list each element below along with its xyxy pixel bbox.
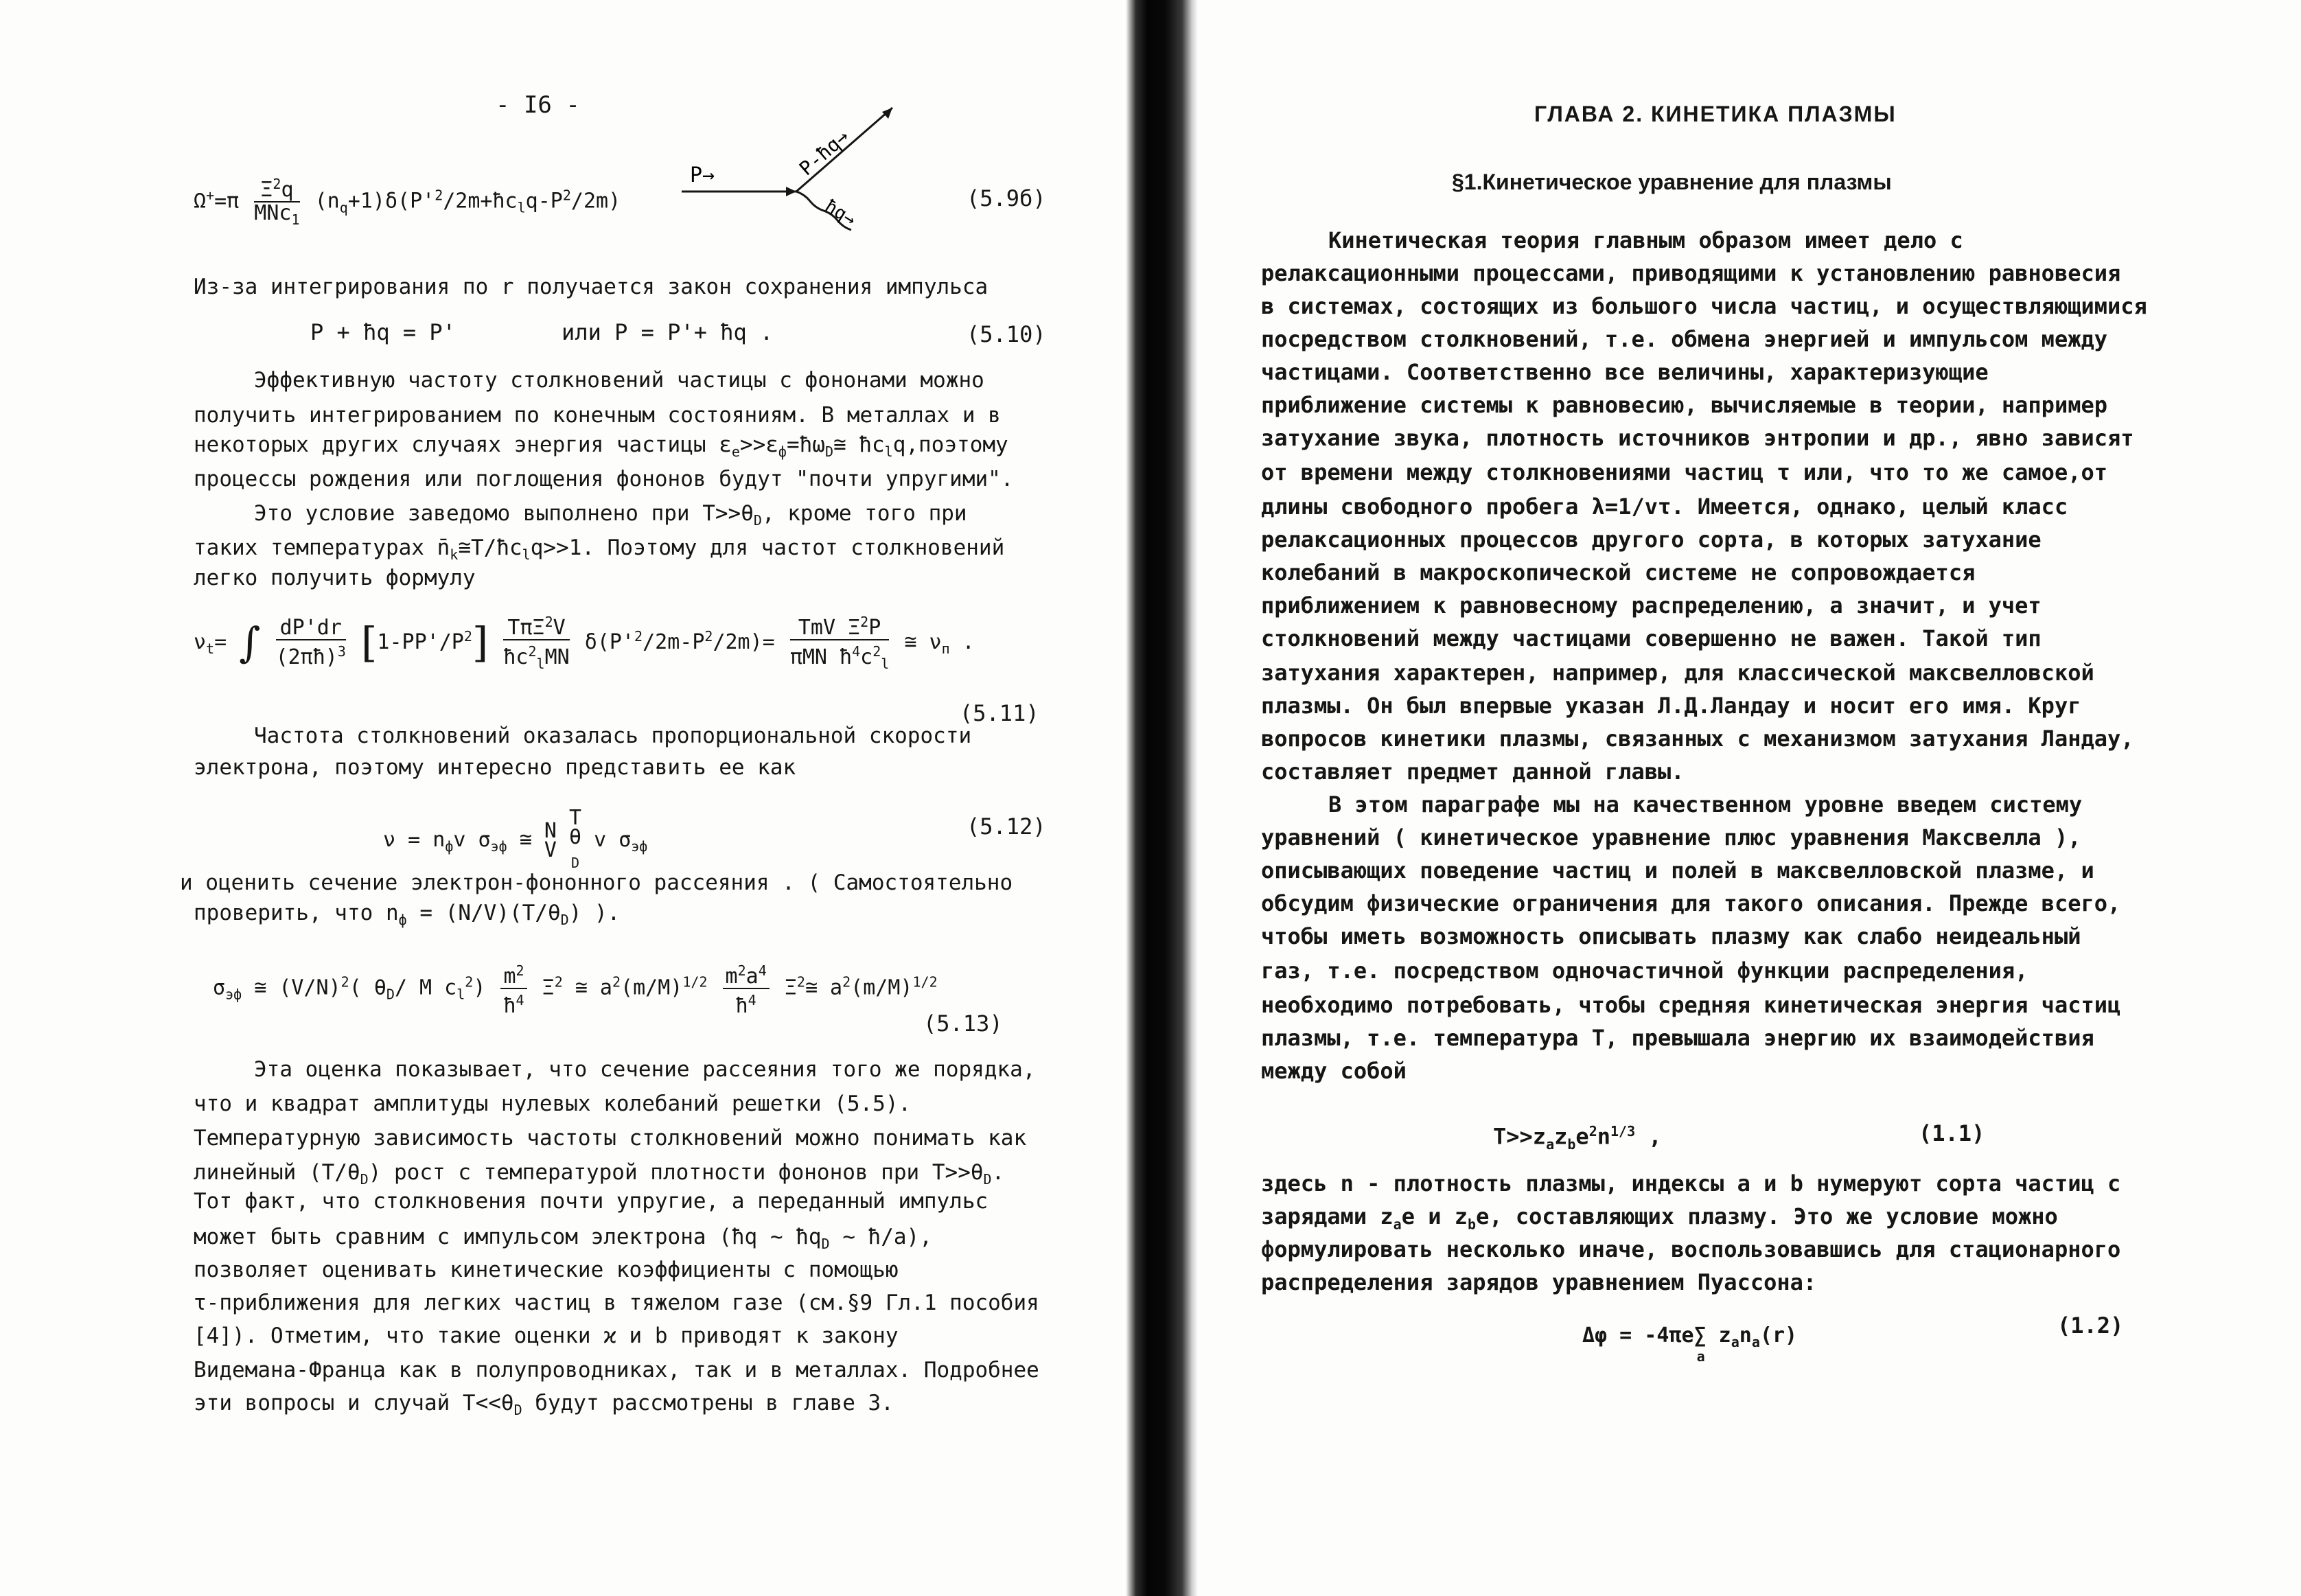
paragraph-line: плазмы. Он был впервые указан Л.Д.Ландау и носит его имя. Круг [1261,693,2081,719]
paragraph-line: посредством столкновений, т.е. обмена энергией и импульсом между [1261,326,2107,352]
equation-number-5-13: (5.13) [923,1010,1003,1037]
paragraph-line: и оценить сечение электрон-фононного рассеяния . ( Самостоятельно [180,870,1013,895]
paragraph-line: вопросов кинетики плазмы, связанных с механизмом затухания Ландау, [1261,726,2134,752]
outgoing-momentum-label: P-ħq→ [794,125,854,181]
paragraph-line: τ-приближения для легких частиц в тяжелом газе (см.§9 Гл.1 пособия [194,1291,1039,1315]
equation-5-11: $\nu_t=$ ∫ $\frac{dP'dr}{(2\pi ħ)^3}$ $[1-PP'/P^2]$ $\frac{T\pi\Xi^2V}{ħc^2_lMN}$ $\delta(P'^2/2m-P^2/2m)=$ $\frac{TmV \Xi^2P}{\pi MN ħ^4c^2_l}$ ≅ $\nu_п$ . [194,611,975,675]
paragraph-line: описывающих поведение частиц и полей в максвелловской плазме, и [1261,857,2094,883]
paragraph-line: Температурную зависимость частоты столкновений можно понимать как [194,1126,1027,1150]
equation-number-5-12: (5.12) [967,813,1046,840]
equation-number-5-10: (5.10) [967,321,1046,347]
equation-5-10: P + ħq = P' или P = P'+ ħq . [310,319,774,345]
paragraph-line: может быть сравним с импульсом электрона (ħq ∼ $ħq_D$ ∼ ħ/a), [194,1225,932,1253]
equation-5-12: $\nu = n_фv$ $\sigma_{эф}$ ≅ N V T θ $_D$ v $\sigma_{эф}$ [383,806,648,871]
paragraph-line: легко получить формулу [194,566,476,590]
book-gutter-shadow [1126,0,1198,1596]
paragraph-line: релаксационными процессами, приводящими к установлению равновесия [1261,260,2121,286]
paragraph-line: уравнений ( кинетическое уравнение плюс уравнения Максвелла ), [1261,824,2081,851]
equation-number-1-2: (1.2) [2057,1312,2124,1339]
paragraph-line: процессы рождения или поглощения фононов будут "почти упругими". [194,467,1014,491]
paragraph-line: Эффективную частоту столкновений частицы с фононами можно [254,368,984,393]
paragraph-line: некоторых других случаях энергия частицы $\varepsilon_e>>\varepsilon_ф=ħ\omega_D≅$ $ħc_lq,поэтому$ [194,432,1008,461]
paragraph-line: что и квадрат амплитуды нулевых колебаний решетки (5.5). [194,1091,912,1116]
paragraph-line: газ, т.е. посредством одночастичной функции распределения, [1261,958,2028,984]
paragraph-line: плазмы, т.е. температура T, превышала энергию их взаимодействия [1261,1025,2094,1051]
equation-number-5-11: (5.11) [960,700,1039,726]
left-page [0,0,1126,1596]
paragraph-line: от времени между столкновениями частиц τ или, что то же самое,от [1261,459,2107,485]
paragraph-line: затухание звука, плотность источников энтропии и др., явно зависят [1261,425,2134,451]
paragraph-line: проверить, что $n_ф = (N/V)(T/\theta_D)$ ). [194,901,621,929]
paragraph-line: чтобы иметь возможность описывать плазму как слабо неидеальный [1261,923,2081,949]
section-title: §1.Кинетическое уравнение для плазмы [1452,170,1892,194]
paragraph-line: зарядами $z_ae$ и $z_be$, составляющих плазму. Это же условие можно [1261,1203,2058,1233]
paragraph-line: здесь n - плотность плазмы, индексы a и b нумеруют сорта частиц с [1261,1170,2121,1196]
paragraph-line: Это условие заведомо выполнено при $T>>\theta_D$, кроме того при [254,501,967,529]
paragraph-line: приближение системы к равновесию, вычисляемые в теории, например [1261,392,2107,418]
paragraph-line: получить интегрированием по конечным состояниям. В металлах и в [194,403,1001,428]
text-line: Из-за интегрирования по r получается закон сохранения импульса [194,275,988,299]
equation-1-1: $T>>z_az_be^2n^{1/3}$ , [1493,1123,1662,1153]
equation-1-2: Δφ = -4πe∑ a $z_an_a(r)$ [1582,1323,1798,1365]
paragraph-line: эти вопросы и случай $T<<\theta_D$ будут рассмотрены в главе 3. [194,1391,894,1419]
paragraph-line: длины свободного пробега λ=1/vτ. Имеется, однако, целый класс [1261,494,2068,520]
right-page [1198,0,2301,1596]
paragraph-line: линейный $(T/\theta_D)$ рост с температурой плотности фононов при $T>>\theta_D$. [194,1160,1005,1188]
chapter-title: ГЛАВА 2. КИНЕТИКА ПЛАЗМЫ [1534,102,1897,126]
paragraph-line: между собой [1261,1058,1407,1084]
paragraph-line: Кинетическая теория главным образом имеет дело с [1328,227,1963,253]
equation-5-13: $\sigma_{эф}$ ≅ $(V/N)^2$( $\theta_D/$ M $c_l^2$) $\frac{m^2}{ħ^4}$ $\Xi^2$ ≅ $a^2(m/M)^{1/2}$ $\frac{m^2a^4}{ħ^4}$ $\Xi^2≅$ $a^2(m/M)^{1/2}$ [213,960,938,1017]
paragraph-line: Частота столкновений оказалась пропорциональной скорости [254,724,972,748]
paragraph-line: в системах, состоящих из большого числа частиц, и осуществляющимися [1261,293,2147,319]
paragraph-line: частицами. Соответственно все величины, характеризующие [1261,359,1989,385]
paragraph-line: Видемана-Франца как в полупроводниках, так и в металлах. Подробнее [194,1358,1039,1383]
phonon-momentum-label: ħq→ [821,196,860,231]
paragraph-line: обсудим физические ограничения для такого описания. Прежде всего, [1261,890,2121,916]
paragraph-line: В этом параграфе мы на качественном уровне введем систему [1328,791,2083,818]
incoming-momentum-label: P→ [690,163,715,187]
paragraph-line: Эта оценка показывает, что сечение рассеяния того же порядка, [254,1057,1036,1082]
paragraph-line: необходимо потребовать, чтобы средняя кинетическая энергия частиц [1261,992,2121,1018]
page-number: - I6 - [496,91,580,119]
paragraph-line: распределения зарядов уравнением Пуассона: [1261,1269,1817,1295]
paragraph-line: позволяет оценивать кинетические коэффициенты с помощью [194,1258,899,1282]
paragraph-line: формулировать несколько иначе, воспользовавшись для стационарного [1261,1236,2121,1262]
paragraph-line: Тот факт, что столкновения почти упругие, а переданный импульс [194,1189,988,1214]
paragraph-line: приближением к равновесному распределению, а значит, и учет [1261,592,2042,618]
paragraph-line: таких температурах $n̄_k≅T/ħc_lq>>1$. Поэтому для частот столкновений [194,535,1005,564]
phonon-emission-diagram [676,100,903,244]
equation-number-5-9b: (5.9б) [967,185,1046,211]
paragraph-line: столкновений между частицами совершенно не важен. Такой тип [1261,625,2042,651]
equation-5-9b: Ω+=π $\frac{\Xi^2q}{MNc_1}$ $(n_q+1)\delta(P'^2/2m+ħc_lq-P^2/2m)$ [194,173,621,231]
equation-number-1-1: (1.1) [1919,1120,1985,1146]
paragraph-line: релаксационных процессов другого сорта, в которых затухание [1261,527,2042,553]
paragraph-line: [4]). Отметим, что такие оценки ϰ и b приводят к закону [194,1323,899,1348]
paragraph-line: электрона, поэтому интересно представить ее как [194,755,796,780]
paragraph-line: затухания характерен, например, для классической максвелловской [1261,660,2094,686]
paragraph-line: составляет предмет данной главы. [1261,759,1685,785]
paragraph-line: колебаний в макроскопической системе не сопровождается [1261,559,1976,586]
